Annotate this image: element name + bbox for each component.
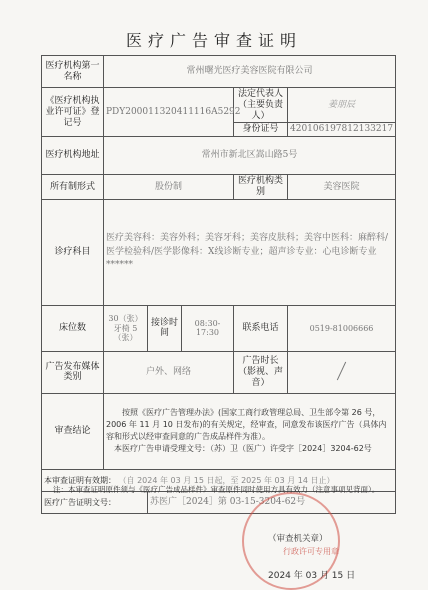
beds-cell	[104, 305, 148, 351]
ownership-label: 所有制形式	[42, 175, 104, 200]
duration-label: 广告时长（影视、声音）	[234, 351, 288, 393]
cert-no-label: 医疗广告证明文号：	[42, 491, 148, 513]
validity-label: 本审查证明有效期：	[44, 475, 116, 485]
media-label: 广告发布媒体类别	[42, 351, 104, 393]
category-label: 医疗机构类别	[234, 175, 288, 200]
phone-label: 联系电话	[234, 305, 288, 351]
id-no: 420106197812133217	[288, 123, 396, 137]
issue-date: 2024 年 03 月 15 日	[268, 571, 356, 581]
beds-value: 30（张）	[108, 314, 143, 324]
review-cell	[104, 393, 396, 469]
license-no: PDY200011320411116A5292	[104, 88, 234, 137]
seal-text: 行政许可专用章	[283, 547, 339, 556]
license-label: 《医疗机构执业许可证》登记号	[42, 88, 104, 137]
org-name-label: 医疗机构第一名称	[42, 56, 104, 88]
review-number: 本医疗广告申请受理文号：（苏）卫（医广）许受字［2024］3204-62号	[114, 444, 372, 454]
document-title: 医疗广告审查证明	[125, 31, 302, 50]
subjects: 医疗美容科：美容外科；美容牙科；美容皮肤科；美容中医科：麻醉科/医学检验科/医学影像科：X线诊断专业；超声诊专业：心电诊断专业******	[104, 199, 396, 305]
duration-value	[288, 351, 396, 393]
cert-no: 苏医广［2024］第 03-15-3204-62号	[148, 491, 396, 513]
footer-note: 注：本审查证明原件须与《医疗广告成品样件》审查原件同时使用方具有效力（注意事项见背面）。	[53, 485, 380, 494]
id-label: 身份证号	[234, 123, 288, 137]
media: 户外、网络	[104, 351, 234, 393]
review-text: 按照《医疗广告管理办法》(国家工商行政管理总局、卫生部令第 26 号，2006 年 11 月 10 日发布)的有关规定，经审查，同意发布该医疗广告（具体内容和形式以经审查同意的广告成品样件为准）。	[106, 408, 387, 442]
subjects-label: 诊疗科目	[42, 199, 104, 305]
empty-slash	[337, 361, 346, 380]
phone: 0519-81006666	[288, 305, 396, 351]
org-name: 常州曙光医疗美容医院有限公司	[104, 56, 396, 88]
hours-label: 接诊时间	[148, 305, 182, 351]
legal-rep-label: 法定代表人（主要负责人）	[234, 88, 288, 123]
address-label: 医疗机构地址	[42, 137, 104, 175]
validity-value: （自 2024 年 03 月 15 日起，至 2025 年 03 月 14 日止）	[118, 475, 335, 485]
hours: 08:30-17:30	[182, 305, 234, 351]
category: 美容医院	[288, 175, 396, 200]
beds-label: 床位数	[42, 305, 104, 351]
chairs-value: 牙椅 5（张）	[113, 323, 138, 343]
address: 常州市新北区嵩山路5号	[104, 137, 396, 175]
legal-rep-signature: 姜朋辰	[288, 88, 396, 123]
authority-label: （审查机关章）	[268, 534, 328, 544]
review-label: 审查结论	[42, 393, 104, 469]
certificate-table	[41, 55, 396, 514]
ownership: 股份制	[104, 175, 234, 200]
